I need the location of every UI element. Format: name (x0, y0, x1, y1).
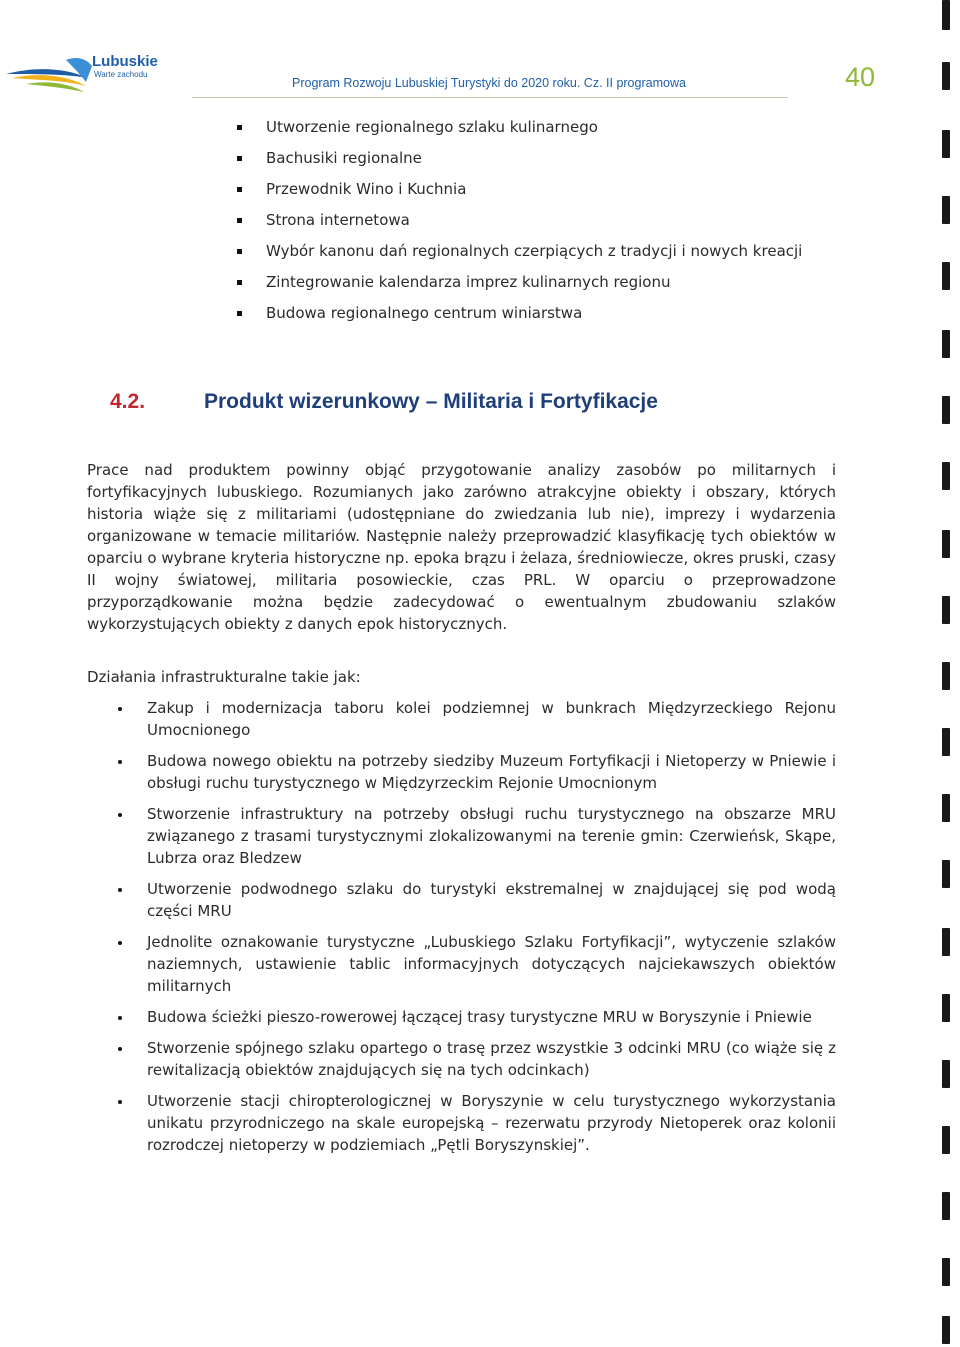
brand-name: Lubuskie (92, 53, 158, 70)
product-actions-list (232, 116, 836, 333)
list-item: Przewodnik Wino i Kuchnia (232, 178, 836, 200)
section-number: 4.2. (110, 390, 146, 413)
body-paragraph: Prace nad produktem powinny objąć przygotowanie analizy zasobów po militarnych i fortyfikacyjnych lubuskiego. Rozumianych jako zarówno atrakcyjne obiekty i obszary, których historia wiąże się z militariami (udostępniane do zwiedzania lub nie), imprezy i wydarzenia organizowane w temacie militariów. Następnie należy przeprowadzić klasyfikację tych obiektów w oparciu o wybrane kryteria historyczne np. epoka brązu i żelaza, średniowiecze, okres pruski, czasy II wojny światowej, militaria posowieckie, czas PRL. W oparciu o przeprowadzone przyporządkowanie można będzie zadecydować o ewentualnym zbudowaniu szlaków wykorzystujących obiekty z danych epok historycznych. (87, 461, 836, 633)
binding-marks (938, 0, 960, 1347)
list-item: Stworzenie infrastruktury na potrzeby obsługi ruchu turystycznego na obszarze MRU związanego z trasami turystycznymi zlokalizowanymi na terenie gmin: Czerwieńsk, Skąpe, Lubrza oraz Bledzew (116, 803, 836, 869)
list-item: Zintegrowanie kalendarza imprez kulinarnych regionu (232, 271, 836, 293)
list-item: Budowa ścieżki pieszo-rowerowej łączącej trasy turystyczne MRU w Boryszynie i Pniewie (116, 1006, 836, 1028)
list-item: Stworzenie spójnego szlaku opartego o trasę przez wszystkie 3 odcinki MRU (co wiąże się z rewitalizacją obiektów znajdujących się na tych odcinkach) (116, 1037, 836, 1081)
document-header-title: Program Rozwoju Lubuskiej Turystyki do 2020 roku. Cz. II programowa (292, 76, 686, 90)
list-item: Zakup i modernizacja taboru kolei podziemnej w bunkrach Międzyrzeckiego Rejonu Umocnionego (116, 697, 836, 741)
infrastructure-actions-list (116, 697, 836, 1165)
list-item: Utworzenie podwodnego szlaku do turystyki ekstremalnej w znajdującej się pod wodą części MRU (116, 878, 836, 922)
list-item: Bachusiki regionalne (232, 147, 836, 169)
list-item: Utworzenie regionalnego szlaku kulinarnego (232, 116, 836, 138)
list-item: Wybór kanonu dań regionalnych czerpiących z tradycji i nowych kreacji (232, 240, 836, 262)
list-item: Jednolite oznakowanie turystyczne „Lubuskiego Szlaku Fortyfikacji”, wytyczenie szlaków naziemnych, ustawienie tablic informacyjnych dotyczących najciekawszych obiektów militarnych (116, 931, 836, 997)
brand-tagline: Warte zachodu (94, 70, 148, 79)
page-number: 40 (845, 62, 876, 92)
section-title: Produkt wizerunkowy – Militaria i Fortyfikacje (204, 390, 658, 413)
list-item: Utworzenie stacji chiropterologicznej w Boryszynie w celu turystycznego wykorzystania unikatu przyrodniczego na skale europejską – rezerwatu przyrody Nietoperek oraz kolonii rozrodczej nietoperzy w podziemiach „Pętli Boryszynskiej”. (116, 1090, 836, 1156)
list-item: Budowa regionalnego centrum winiarstwa (232, 302, 836, 324)
list-item: Strona internetowa (232, 209, 836, 231)
list-item: Budowa nowego obiektu na potrzeby siedziby Muzeum Fortyfikacji i Nietoperzy w Pniewie i obsługi ruchu turystycznego w Międzyrzeckim Rejonie Umocnionym (116, 750, 836, 794)
header-divider (192, 97, 788, 98)
list-lead-in: Działania infrastrukturalne takie jak: (87, 668, 361, 686)
